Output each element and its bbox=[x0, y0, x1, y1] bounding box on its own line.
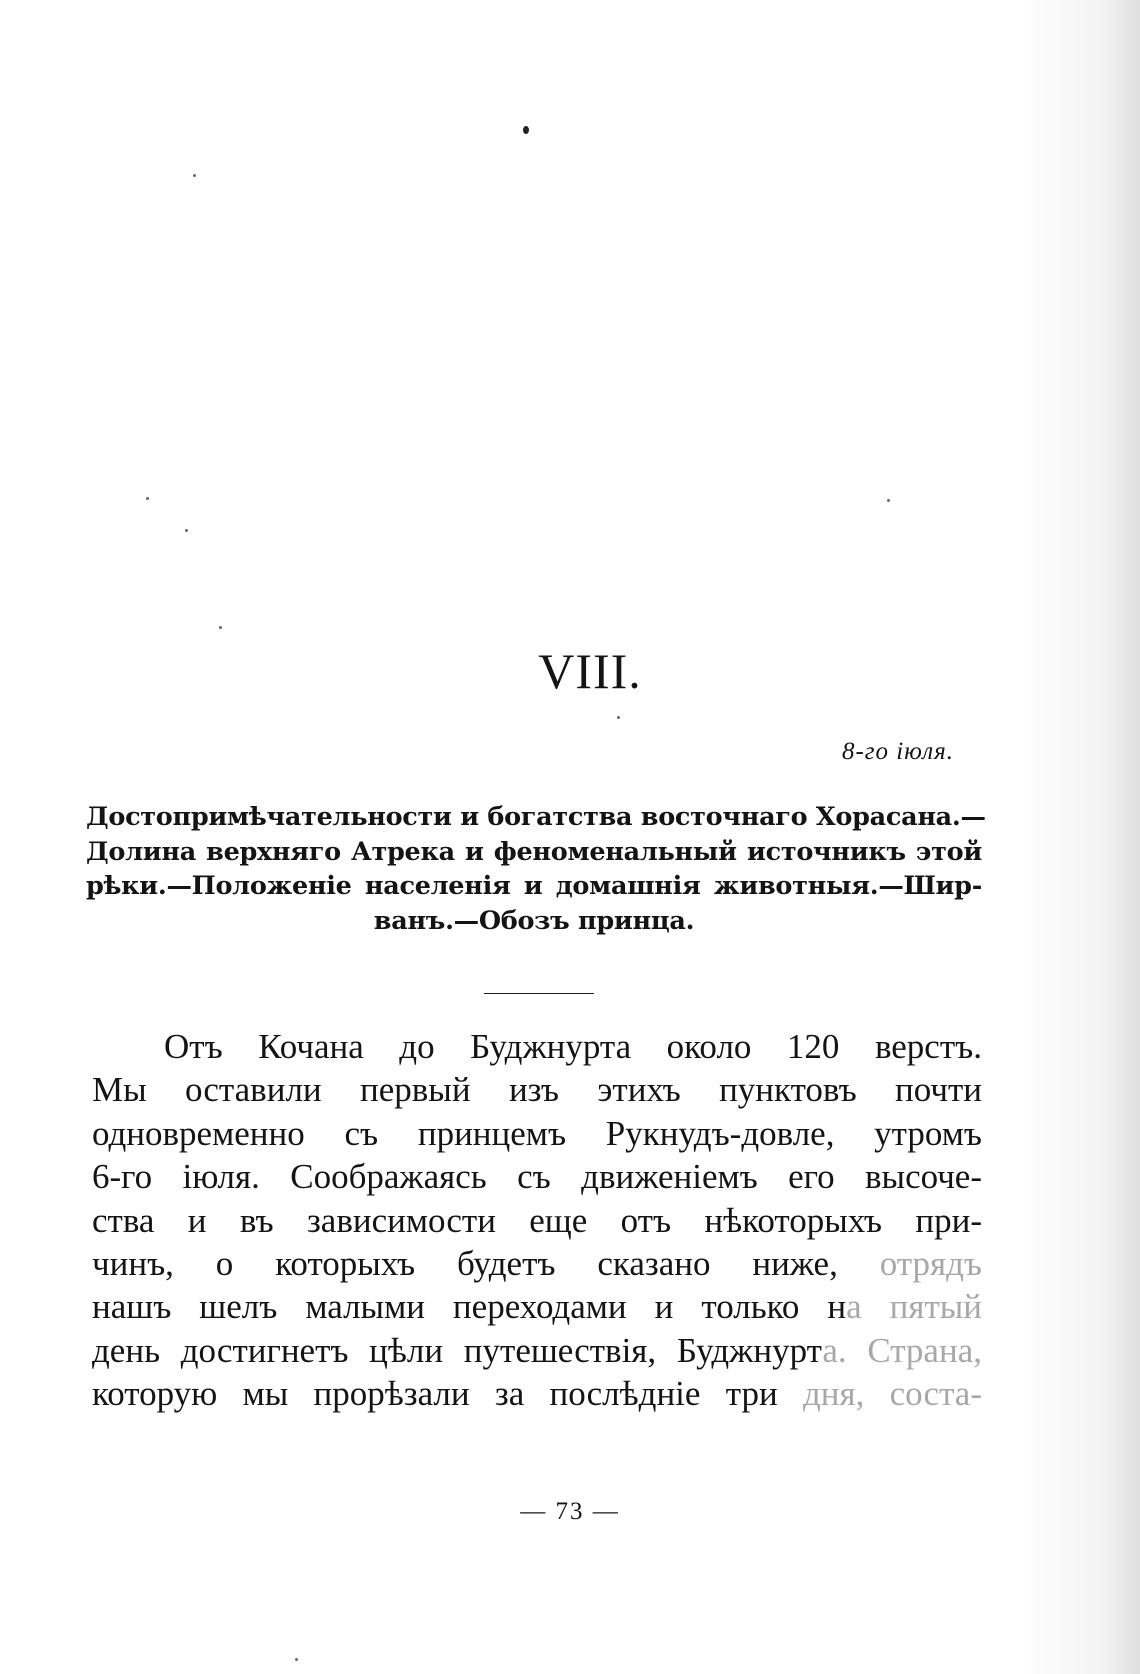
chapter-number: VIII. bbox=[538, 643, 642, 699]
body-line-faded-text: дня, соста- bbox=[802, 1374, 982, 1414]
body-line bbox=[92, 1112, 982, 1155]
ink-speck bbox=[146, 497, 149, 500]
body-line-text: день достигнетъ цѣли путешествія, Буджнурт bbox=[92, 1330, 823, 1370]
summary-line: рѣки.—Положеніе населенія и домашнія животныя.—Шир- bbox=[86, 871, 982, 901]
ink-speck bbox=[193, 174, 196, 177]
body-line bbox=[92, 1025, 982, 1068]
chapter-summary bbox=[86, 800, 986, 938]
body-line-faded-text: а пятый bbox=[846, 1287, 983, 1327]
body-line-text: нашъ шелъ малыми переходами и только н bbox=[92, 1287, 847, 1327]
body-line-faded-text: отрядъ bbox=[879, 1244, 982, 1284]
ink-speck bbox=[219, 626, 222, 629]
section-separator-rule bbox=[484, 993, 594, 994]
ink-speck bbox=[523, 126, 529, 134]
ink-speck bbox=[617, 716, 620, 719]
ink-speck bbox=[887, 499, 890, 502]
body-line-text: которую мы прорѣзали за послѣдніе три bbox=[92, 1374, 803, 1414]
body-line-text: Отъ Кочана до Буджнурта около 120 верстъ. bbox=[164, 1027, 982, 1066]
body-line bbox=[92, 1372, 982, 1415]
body-line-text: одновременно съ принцемъ Рукнудъ-довле, утромъ bbox=[92, 1113, 982, 1153]
body-line-text: ства и въ зависимости еще отъ нѣкоторыхъ при- bbox=[92, 1200, 982, 1240]
summary-line: ванъ.—Обозъ принца. bbox=[373, 905, 695, 936]
chapter-date: 8-го іюля. bbox=[841, 738, 954, 765]
page-edge-shadow bbox=[1020, 0, 1140, 1674]
body-line bbox=[92, 1199, 982, 1242]
summary-line: Достопримѣчательности и богатства восточнаго Хорасана.— bbox=[86, 802, 986, 832]
page-number: — 73 — bbox=[520, 1498, 620, 1525]
body-line bbox=[92, 1329, 982, 1372]
body-line-faded-text: а. Страна, bbox=[822, 1330, 982, 1370]
body-line bbox=[92, 1155, 982, 1198]
body-line-text: чинъ, о которыхъ будетъ сказано ниже, bbox=[92, 1244, 880, 1284]
body-line-text: 6-го іюля. Соображаясь съ движеніемъ его высоче- bbox=[92, 1157, 982, 1197]
summary-line: Долина верхняго Атрека и феноменальный источникъ этой bbox=[86, 836, 982, 867]
body-line bbox=[92, 1068, 982, 1111]
body-paragraph bbox=[92, 1025, 982, 1416]
ink-speck bbox=[295, 1658, 298, 1661]
body-line-text: Мы оставили первый изъ этихъ пунктовъ почти bbox=[92, 1070, 982, 1110]
ink-speck bbox=[185, 529, 188, 532]
body-line bbox=[92, 1285, 982, 1328]
body-line bbox=[92, 1242, 982, 1285]
